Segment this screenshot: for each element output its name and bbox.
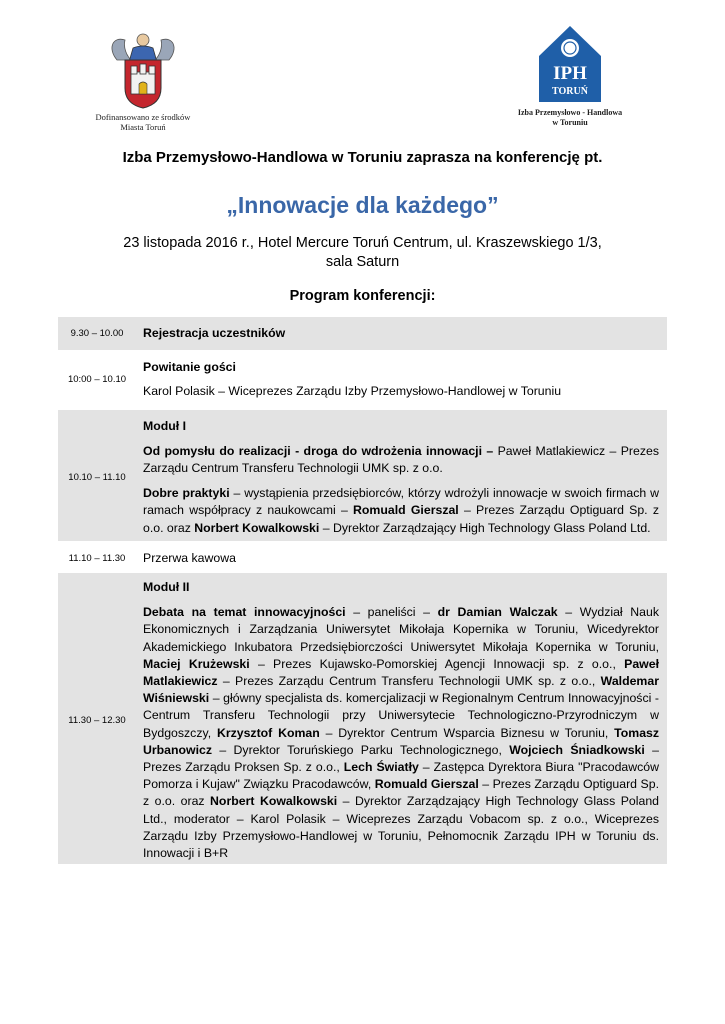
iph-logo-city: TORUŃ — [552, 86, 588, 97]
agenda-row — [58, 410, 667, 541]
agenda-paragraph — [143, 325, 659, 342]
text: – Dyrektor Toruńskiego Parku Technologicznego, — [212, 742, 510, 757]
agenda-time: 9.30 – 10.00 — [70, 328, 124, 340]
agenda-paragraph — [143, 443, 659, 477]
text: Karol Polasik – Wiceprezes Zarządu Izby Przemysłowo-Handlowej w Toruniu — [143, 384, 562, 399]
agenda-paragraph — [143, 550, 659, 567]
bold-text: Debata na temat innowacyjności — [143, 605, 346, 620]
bold-text: Powitanie gości — [143, 360, 236, 375]
bold-text: Maciej Krużewski — [143, 656, 250, 671]
agenda-row — [58, 541, 667, 573]
text: – Dyrektor Zarządzający High Technology Glass Poland Ltd., moderator – Karol Polasik – Wiceprezes Zarządu Vobacom sp. z o.o., Wiceprezes Zarządu Izby Przemysłowo-Handlowej w Toruniu, Pełnomocnik Zarządu IPH w Toruniu ds. Innowacji i B+R — [143, 794, 660, 861]
text: – Prezes Zarządu Proksen Sp. z o.o., — [143, 742, 659, 775]
agenda-content — [136, 325, 667, 342]
iph-torun-logo-icon — [535, 22, 605, 104]
agenda-table — [58, 317, 667, 864]
text: – Prezes Kujawsko-Pomorskiej Agencji Innowacji sp. z o.o., — [249, 656, 625, 671]
agenda-time: 10:00 – 10.10 — [67, 374, 127, 386]
program-heading: Program konferencji: — [289, 288, 436, 304]
bold-text: Paweł Matlakiewicz — [143, 656, 659, 689]
torun-coat-of-arms-icon — [103, 30, 183, 110]
text: – Dyrektor Centrum Wsparcia Biznesu w Toruniu, — [319, 725, 615, 740]
bold-text: Wojciech Śniadkowski — [509, 742, 645, 757]
right-caption-line: w Toruniu — [552, 118, 588, 127]
bold-text: Krzysztof Koman — [216, 725, 320, 740]
left-caption-line: Miasta Toruń — [120, 122, 166, 132]
bold-text: Norbert Kowalkowski — [210, 794, 338, 809]
bold-text: Romuald Gierszal — [374, 777, 479, 792]
bold-text: Moduł I — [143, 418, 187, 433]
agenda-paragraph — [143, 604, 659, 862]
agenda-content — [136, 579, 667, 862]
text: – Prezes Zarządu Optiguard Sp. z o.o. oraz — [143, 503, 659, 535]
right-logo — [500, 22, 640, 128]
conference-title: „Innowacje dla każdego” — [226, 192, 499, 218]
agenda-time: 11.10 – 11.30 — [68, 552, 126, 564]
agenda-row — [58, 573, 667, 864]
venue-info — [90, 234, 635, 272]
invitation-text: Izba Przemysłowo-Handlowa w Toruniu zaprasza na konferencję pt. — [122, 149, 603, 166]
bold-text: Rejestracja uczestników — [143, 326, 286, 340]
venue-line: 23 listopada 2016 r., Hotel Mercure Toruń Centrum, ul. Kraszewskiego 1/3, — [123, 235, 602, 251]
text: – Prezes Zarządu Centrum Transferu Technologii UMK sp. z o.o., — [217, 674, 601, 689]
agenda-content — [136, 550, 667, 567]
agenda-paragraph — [143, 383, 659, 400]
agenda-row — [58, 317, 667, 350]
left-logo — [88, 30, 198, 132]
bold-text: Waldemar Wiśniewski — [143, 674, 659, 706]
venue-line: sala Saturn — [325, 254, 400, 270]
text: – Wydział Nauk Ekonomicznych i Zarządzania Uniwersytet Mikołaja Kopernika w Toruniu, Wicedyrektor Akademickiego Inkubatora Przedsiębiorczości Uniwersytet Mikołaja Kopernika w Toruniu, — [143, 605, 659, 654]
text: – główny specjalista ds. komercjalizacji w Regionalnym Centrum Innowacyjności - Centrum Transferu Technologii przy Uniwersytecie Technologiczno-Przyrodniczym w Bydgoszczy, — [143, 691, 659, 740]
bold-text: Lech Światły — [343, 760, 419, 775]
bold-text: Tomasz Urbanowicz — [143, 725, 660, 757]
bold-text: Dobre praktyki — [143, 486, 230, 501]
agenda-row — [58, 350, 667, 409]
agenda-content — [136, 359, 667, 400]
agenda-paragraph — [143, 579, 659, 596]
agenda-time: 11.30 – 12.30 — [68, 715, 126, 727]
text: Przerwa kawowa — [143, 550, 236, 565]
text: – wystąpienia przedsiębiorców, którzy wdrożyli innowacje w swoich firmach w ramach współpracy z naukowcami – — [143, 486, 659, 518]
text: – Zastępca Dyrektora Biura "Pracodawców Pomorza i Kujaw" Związku Pracodawców, — [143, 760, 659, 792]
bold-text: Norbert Kowalkowski — [194, 520, 320, 535]
agenda-paragraph — [143, 485, 659, 537]
left-caption-line: Dofinansowano ze środków — [95, 112, 191, 122]
bold-text: Romuald Gierszal — [353, 503, 459, 518]
text: – Prezes Zarządu Optiguard Sp. z o.o. oraz — [143, 777, 659, 809]
bold-text: dr Damian Walczak — [437, 605, 558, 620]
right-caption-line: Izba Przemysłowo - Handlowa — [517, 108, 623, 117]
text: Paweł Matlakiewicz – Prezes Zarządu Centrum Transferu Technologii UMK sp. z o.o. — [143, 443, 659, 476]
agenda-paragraph — [143, 418, 659, 435]
text: – paneliści – — [345, 605, 438, 620]
text: – Dyrektor Zarządzający High Technology Glass Poland Ltd. — [319, 520, 651, 535]
bold-text: Moduł II — [143, 580, 190, 595]
agenda-paragraph — [143, 359, 659, 376]
bold-text: Od pomysłu do realizacji - droga do wdrożenia innowacji – — [143, 443, 494, 458]
agenda-content — [136, 418, 667, 537]
iph-logo-letters: IPH — [553, 63, 587, 84]
agenda-time: 10.10 – 11.10 — [68, 471, 126, 483]
